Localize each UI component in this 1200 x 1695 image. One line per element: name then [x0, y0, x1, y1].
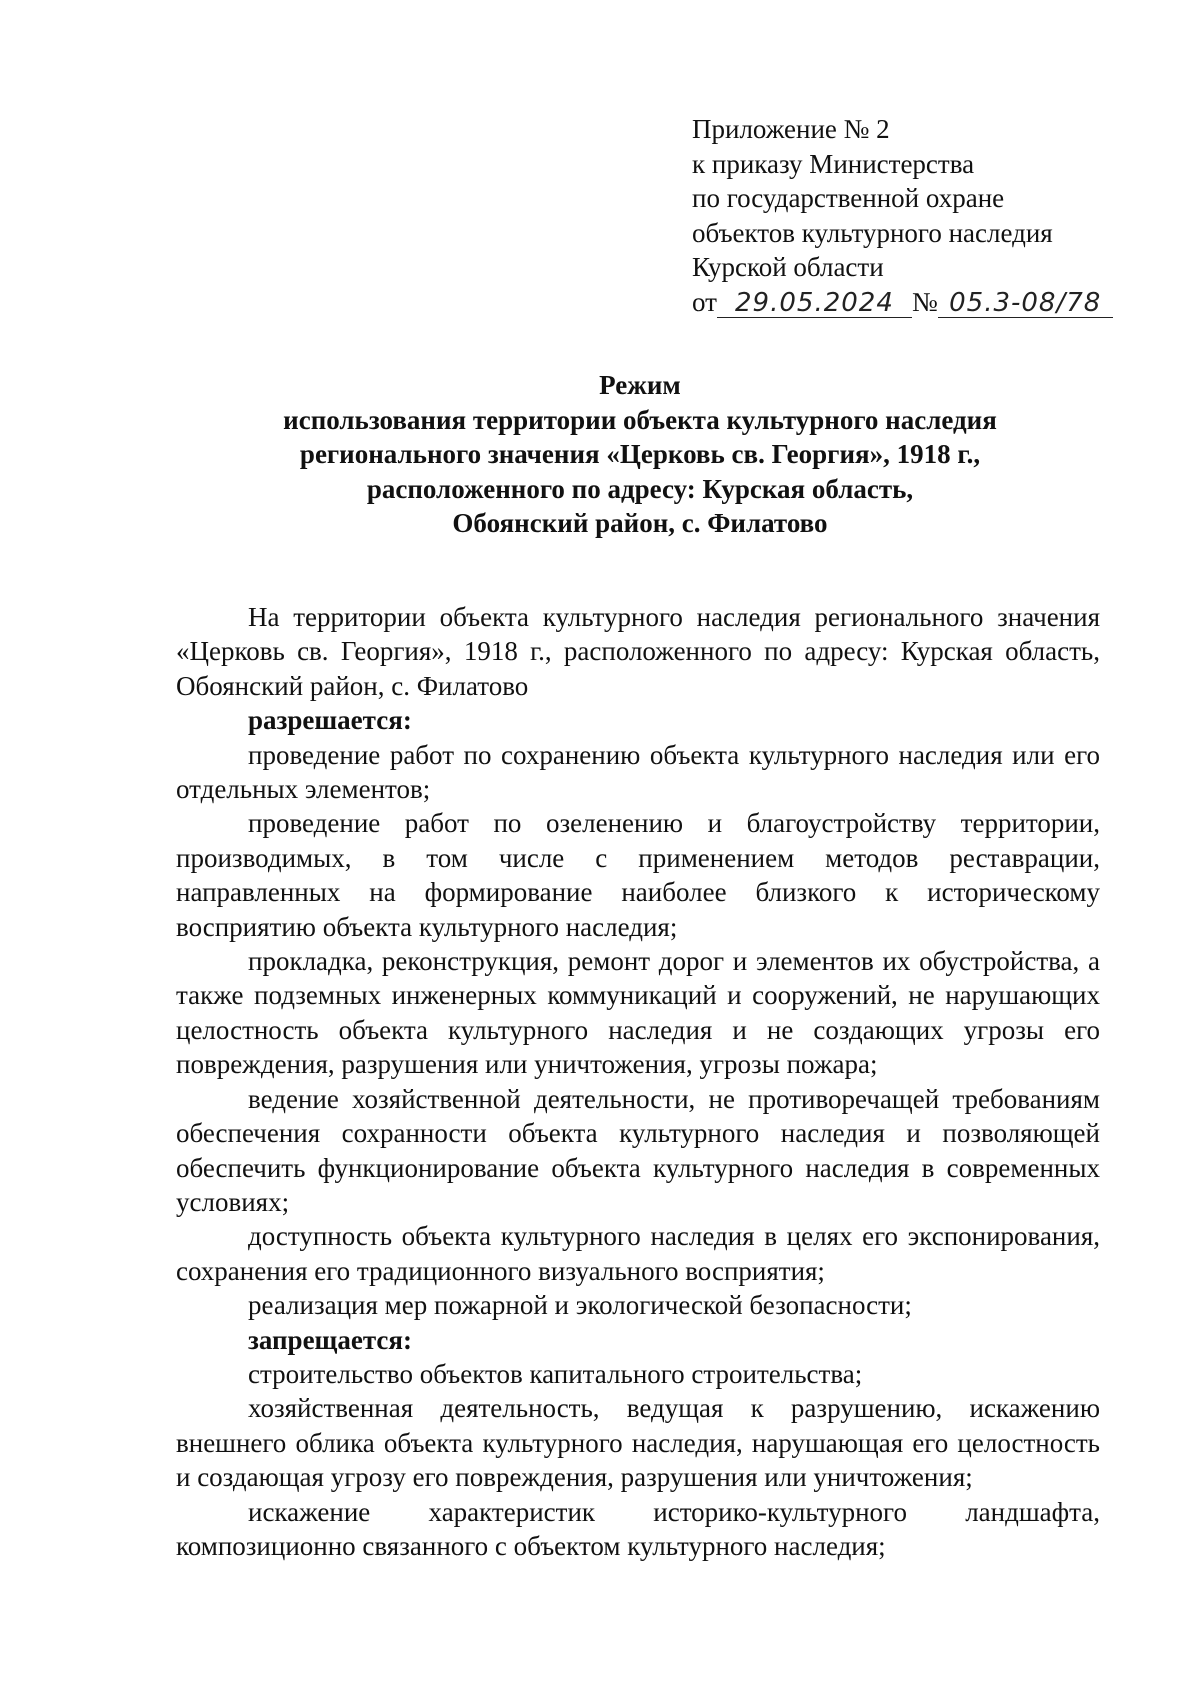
appendix-line-3: по государственной охране [692, 183, 1005, 213]
intro-paragraph: На территории объекта культурного наследия регионального значения «Церковь св. Георгия», 1918 г., расположенного по адресу: Курская область, Обоянский район, с. Филатово [176, 602, 1100, 701]
title-line-5: Обоянский район, с. Филатово [452, 508, 828, 538]
title-line-3: регионального значения «Церковь св. Георгия», 1918 г., [299, 439, 981, 469]
allowed-item-6: реализация мер пожарной и экологической безопасности; [248, 1290, 912, 1321]
allowed-item-1: проведение работ по сохранению объекта культурного наследия или его отдельных элементов; [176, 739, 1100, 805]
appendix-line-5: Курской области [692, 252, 884, 282]
title-line-2: использования территории объекта культурного наследия [283, 404, 997, 435]
title-line-1: Режим [599, 370, 681, 400]
order-number-handwritten: 05.3-08/78 [938, 289, 1113, 318]
forbidden-heading: запрещается: [248, 1324, 413, 1355]
allowed-item-2: проведение работ по озеленению и благоустройству территории, производимых, в том числе с применением методов реставрации, направленных на формирование наиболее близкого к историческому восприятию объекта культурного наследия; [176, 808, 1100, 942]
appendix-line-2: к приказу Министерства [692, 148, 975, 179]
number-label: № [911, 286, 938, 317]
forbidden-item-2: хозяйственная деятельность, ведущая к разрушению, искажению внешнего облика объекта культурного наследия, нарушающая его целостность и создающая угрозу его повреждения, разрушения или уничтожения; [176, 1393, 1100, 1493]
appendix-line-1: Приложение № 2 [692, 114, 890, 144]
document-title [140, 368, 1140, 541]
order-reference-line [692, 285, 1162, 320]
allowed-heading: разрешается: [248, 705, 412, 736]
title-line-4: расположенного по адресу: Курская область, [366, 473, 914, 504]
allowed-item-5: доступность объекта культурного наследия в целях его экспонирования, сохранения его традиционного визуального восприятия; [176, 1221, 1100, 1286]
from-label: от [692, 286, 717, 317]
document-body [176, 600, 1100, 1563]
allowed-item-3: прокладка, реконструкция, ремонт дорог и элементов их обустройства, а также подземных инженерных коммуникаций и сооружений, не нарушающих целостность объекта культурного наследия и не создающих угрозы его повреждения, разрушения или уничтожения, угрозы пожара; [176, 946, 1100, 1080]
forbidden-item-3: искажение характеристик историко-культурного ландшафта, композиционно связанного с объектом культурного наследия; [176, 1496, 1100, 1561]
appendix-line-4: объектов культурного наследия [692, 217, 1053, 248]
appendix-block [692, 112, 1162, 319]
allowed-item-4: ведение хозяйственной деятельности, не противоречащей требованиям обеспечения сохранности объекта культурного наследия и позволяющей обеспечить функционирование объекта культурного наследия в современных условиях; [176, 1083, 1100, 1217]
order-date-handwritten: 29.05.2024 [717, 289, 912, 318]
forbidden-item-1: строительство объектов капитального строительства; [248, 1358, 863, 1389]
